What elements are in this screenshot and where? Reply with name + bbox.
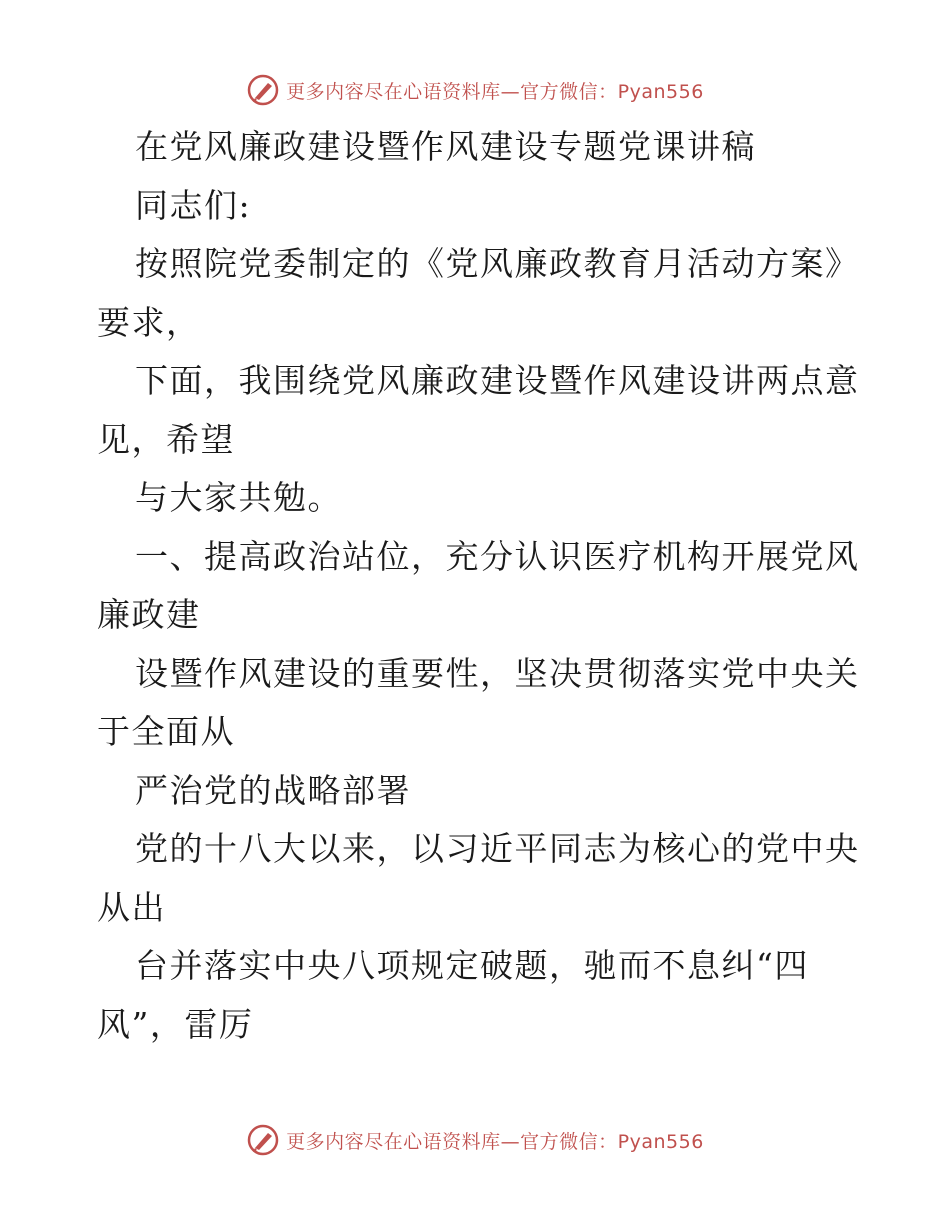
text-line: 廉政建 [97, 595, 201, 634]
header-watermark-banner [0, 70, 950, 110]
document-body [97, 118, 860, 1054]
footer-watermark-banner [0, 1120, 950, 1160]
text-line: 与大家共勉。 [135, 478, 342, 517]
watermark-text: 更多内容尽在心语资料库—官方微信：Pyan556 [286, 1130, 704, 1153]
text-line: 见，希望 [97, 419, 235, 459]
text-line: 设暨作风建设的重要性，坚决贯彻落实党中央关 [135, 653, 860, 693]
text-line: 党的十八大以来，以习近平同志为核心的党中央 [135, 829, 860, 868]
text-line: 一、提高政治站位，充分认识医疗机构开展党风 [135, 536, 860, 576]
text-line: 严治党的战略部署 [135, 770, 411, 810]
quill-pen-icon [246, 1123, 280, 1157]
text-line: 要求， [97, 302, 201, 342]
text-line: 风”，雷厉 [97, 1004, 254, 1044]
text-line: 台并落实中央八项规定破题，驰而不息纠“四 [135, 946, 809, 985]
text-line: 从出 [97, 887, 166, 927]
text-line: 下面，我围绕党风廉政建设暨作风建设讲两点意 [135, 361, 860, 400]
text-line: 同志们: [135, 185, 252, 225]
text-line: 于全面从 [97, 712, 235, 751]
text-line: 按照院党委制定的《党风廉政教育月活动方案》 [135, 244, 860, 283]
quill-pen-icon [246, 73, 280, 107]
watermark-text: 更多内容尽在心语资料库—官方微信：Pyan556 [286, 80, 704, 103]
text-line: 在党风廉政建设暨作风建设专题党课讲稿 [135, 127, 756, 166]
